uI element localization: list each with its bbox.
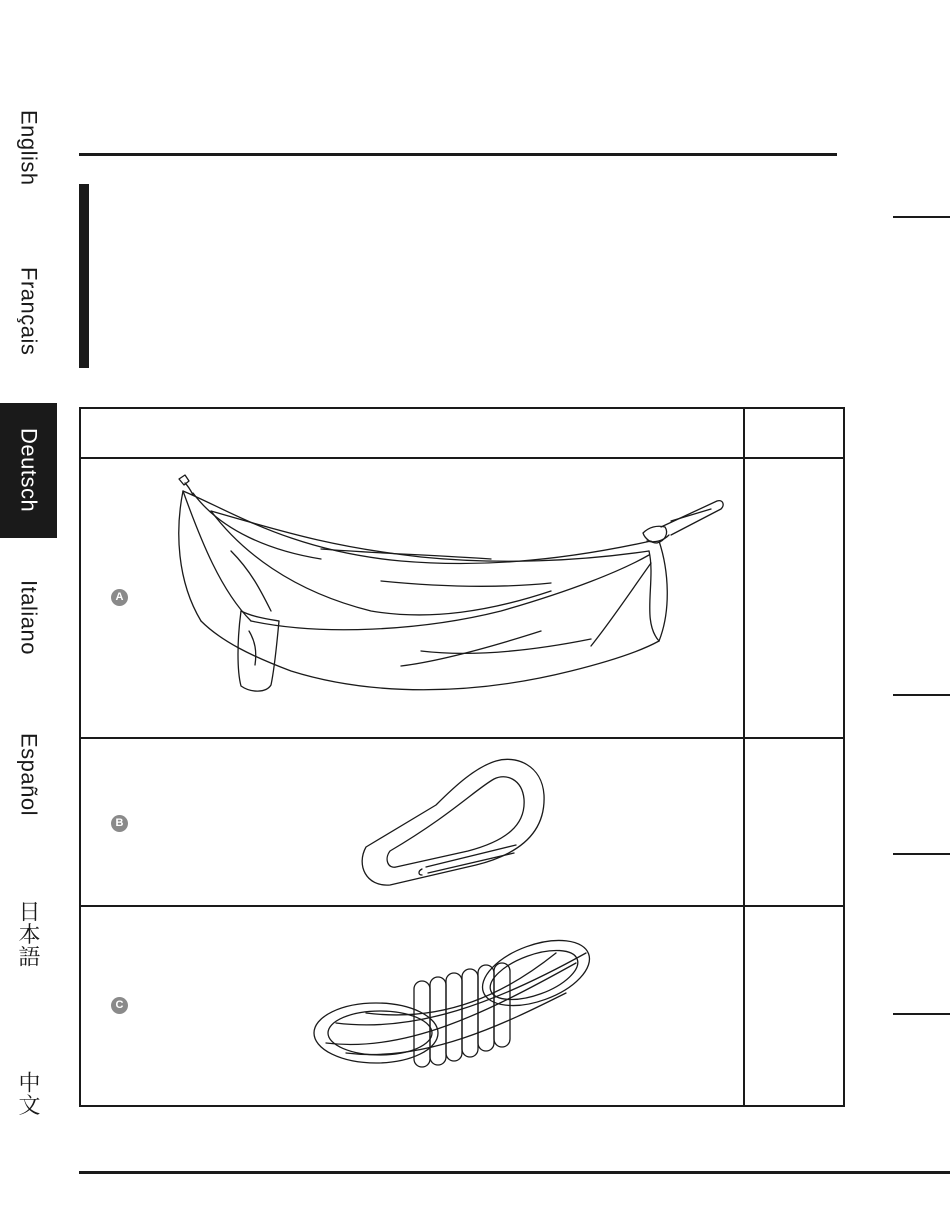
tab-label: 日本語 [16, 900, 41, 968]
table-row [80, 738, 844, 906]
header-item-cell [80, 408, 744, 458]
table-row [80, 458, 844, 738]
tab-francais[interactable] [0, 218, 57, 404]
qty-cell [744, 738, 844, 906]
tab-divider [893, 853, 950, 855]
tab-label: 中文 [16, 1070, 41, 1116]
carabiner-illustration-icon [356, 755, 556, 891]
tab-divider [893, 1013, 950, 1015]
qty-cell [744, 906, 844, 1106]
tab-italiano[interactable] [0, 540, 57, 694]
parts-table [79, 407, 845, 1107]
header-rule [79, 153, 837, 156]
table-header-row [80, 408, 844, 458]
tab-divider [893, 216, 950, 218]
coiled-rope-illustration-icon [306, 923, 606, 1083]
item-cell [80, 458, 744, 738]
tab-label: Italiano [16, 579, 42, 655]
section-title-bar [79, 184, 89, 368]
tab-label: Deutsch [16, 428, 42, 513]
tab-chinese[interactable] [0, 1015, 57, 1171]
tab-japanese[interactable] [0, 855, 57, 1013]
footer-rule [79, 1171, 950, 1174]
header-qty-cell [744, 408, 844, 458]
tab-espanol[interactable] [0, 696, 57, 853]
tab-label: Français [16, 266, 42, 356]
part-badge: A [111, 589, 128, 606]
tab-deutsch[interactable] [0, 403, 57, 538]
tab-english[interactable] [0, 80, 57, 216]
table-row [80, 906, 844, 1106]
tab-label: Español [16, 732, 42, 816]
tab-divider [893, 694, 950, 696]
item-cell [80, 738, 744, 906]
part-badge: C [111, 997, 128, 1014]
tab-label: English [16, 110, 42, 186]
item-cell [80, 906, 744, 1106]
part-badge: B [111, 815, 128, 832]
hammock-illustration-icon [171, 471, 731, 701]
qty-cell [744, 458, 844, 738]
